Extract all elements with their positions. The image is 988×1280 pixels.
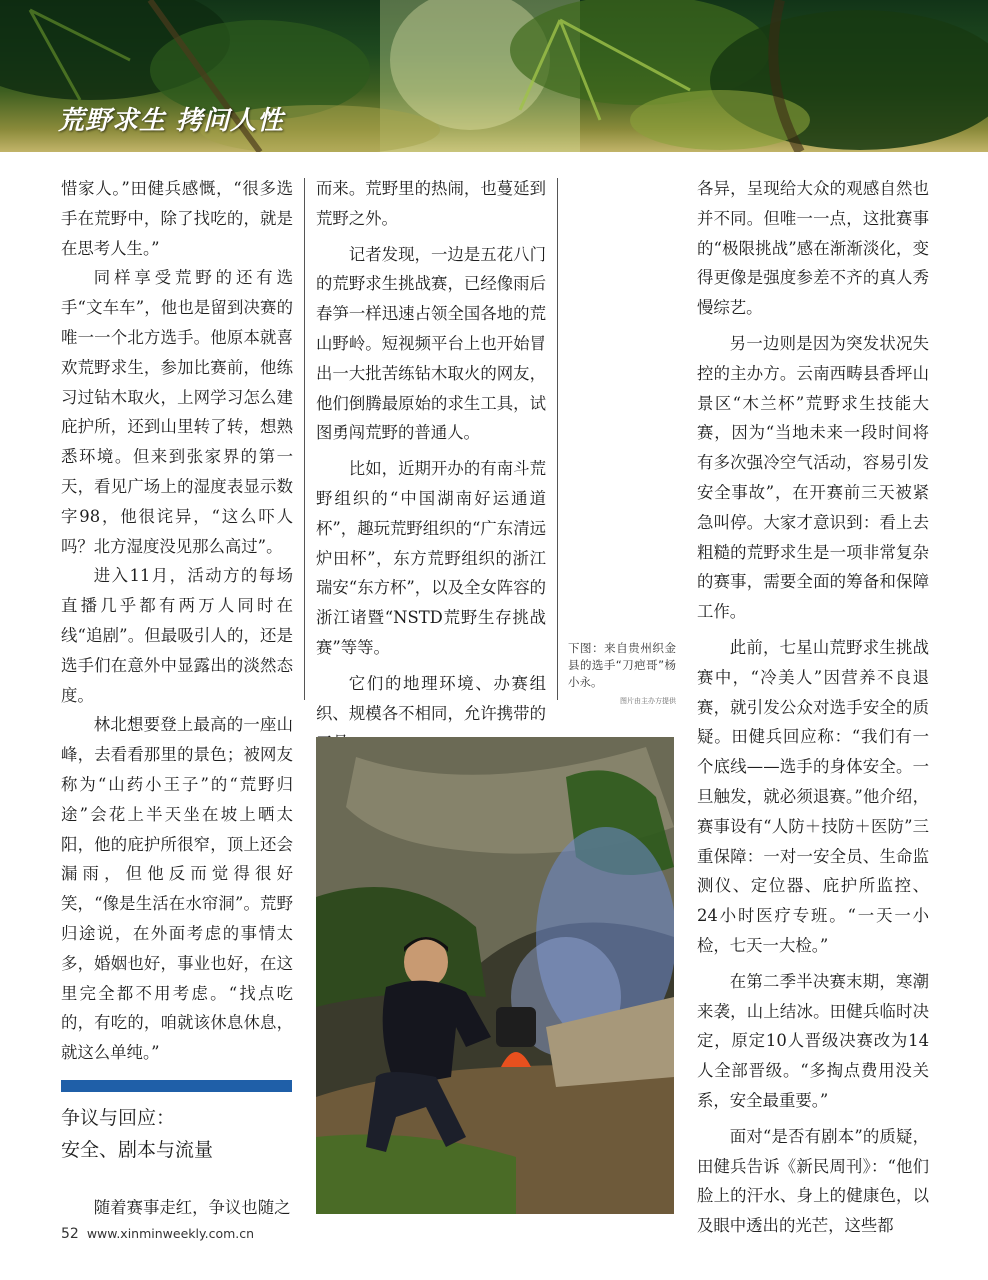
site-url[interactable]: www.xinminweekly.com.cn bbox=[86, 1226, 255, 1241]
page-number: 52 bbox=[61, 1226, 79, 1242]
photo-caption: 下图：来自贵州织金县的选手“刀疤哥”杨小永。 bbox=[568, 641, 676, 689]
paragraph: 随着赛事走红，争议也随之 bbox=[93, 1198, 291, 1217]
paragraph: 同样享受荒野的还有选手“文车车”，他也是留到决赛的唯一一个北方选手。他原本就喜欢荒野求生，参加比赛前，他练习过钻木取火，上网学习怎么建庇护所，还到山里转了转，想熟悉环境。但来到张家界的第一天，看见广场上的湿度表显示数字98，他很诧异，“这么吓人吗？北方湿度没见那么高过”。 bbox=[61, 268, 293, 556]
section-bar bbox=[61, 1080, 292, 1092]
article-column-1-end bbox=[61, 1193, 293, 1223]
article-column-2 bbox=[316, 174, 546, 758]
paragraph: 比如，近期开办的有南斗荒野组织的“中国湖南好运通道杯”，趣玩荒野组织的“广东清远炉田杯”，东方荒野组织的浙江瑞安“东方杯”，以及全女阵容的浙江诸暨“NSTD荒野生存挑战赛”等等。 bbox=[316, 459, 546, 657]
paragraph: 而来。荒野里的热闹，也蔓延到荒野之外。 bbox=[316, 179, 546, 228]
photo-credit: 图片由主办方提供 bbox=[620, 697, 676, 705]
column-divider bbox=[557, 178, 558, 700]
paragraph: 进入11月，活动方的每场直播几乎都有两万人同时在线“追剧”。但最吸引人的，还是选手们在意外中显露出的淡然态度。 bbox=[61, 566, 293, 705]
section-heading bbox=[61, 1102, 301, 1166]
section-heading-line: 安全、剧本与流量 bbox=[61, 1139, 214, 1161]
header-banner bbox=[0, 0, 988, 152]
wilderness-cooking-photo bbox=[316, 737, 674, 1214]
paragraph: 惜家人。”田健兵感慨，“很多选手在荒野中，除了找吃的，就是在思考人生。” bbox=[61, 179, 293, 258]
column-divider bbox=[304, 178, 305, 700]
paragraph: 另一边则是因为突发状况失控的主办方。云南西畴县香坪山景区“木兰杯”荒野求生技能大赛，因为“当地未来一段时间将有多次强冷空气活动，容易引发安全事故”，在开赛前三天被紧急叫停。大家才意识到：看上去粗糙的荒野求生是一项非常复杂的赛事，需要全面的筹备和保障工作。 bbox=[697, 333, 929, 622]
paragraph: 记者发现，一边是五花八门的荒野求生挑战赛，已经像雨后春笋一样迅速占领全国各地的荒山野岭。短视频平台上也开始冒出一大批苦练钻木取火的网友，他们倒腾最原始的求生工具，试图勇闯荒野的普通人。 bbox=[316, 244, 546, 443]
contestant-photo bbox=[316, 737, 674, 1214]
banner-title: 荒野求生 拷问人性 bbox=[58, 106, 285, 136]
paragraph: 它们的地理环境、办赛组织、规模各不相同，允许携带的 bbox=[316, 673, 546, 723]
paragraph: 林北想要登上最高的一座山峰，去看看那里的景色；被网友称为“山药小王子”的“荒野归途”会花上半天坐在坡上晒太阳，他的庇护所很窄，顶上还会漏雨，但他反而觉得很好笑，“像是生活在水帘洞”。荒野归途说，在外面考虑的事情太多，婚姻也好，事业也好，在这里完全都不用考虑。“找点吃的，有吃的，咱就该休息休息，就这么单纯。” bbox=[61, 715, 293, 1063]
paragraph: 各异，呈现给大众的观感自然也并不同。但唯一一点，这批赛事的“极限挑战”感在渐渐淡化，变得更像是强度参差不齐的真人秀慢综艺。 bbox=[697, 179, 929, 318]
section-heading-line: 争议与回应： bbox=[61, 1107, 176, 1129]
paragraph: 此前，七星山荒野求生挑战赛中，“冷美人”因营养不良退赛，就引发公众对选手安全的质疑。田健兵回应称：“我们有一个底线——选手的身体安全。一旦触发，就必须退赛。”他介绍，赛事设有“人防＋技防＋医防”三重保障：一对一安全员、生命监测仪、定位器、庇护所监控、24小时医疗专班。“一天一小检，七天一大检。” bbox=[697, 637, 929, 955]
page-footer bbox=[61, 1226, 254, 1242]
paragraph: 面对“是否有剧本”的质疑，田健兵告诉《新民周刊》：“他们脸上的汗水、身上的健康色，以及眼中透出的光芒，这些都 bbox=[697, 1126, 929, 1236]
article-column-1 bbox=[61, 174, 293, 1068]
paragraph: 在第二季半决赛末期，寒潮来袭，山上结冰。田健兵临时决定，原定10人晋级决赛改为14人全部晋级。“多掏点费用没关系，安全最重要。” bbox=[697, 971, 929, 1110]
article-column-3 bbox=[697, 174, 929, 1241]
